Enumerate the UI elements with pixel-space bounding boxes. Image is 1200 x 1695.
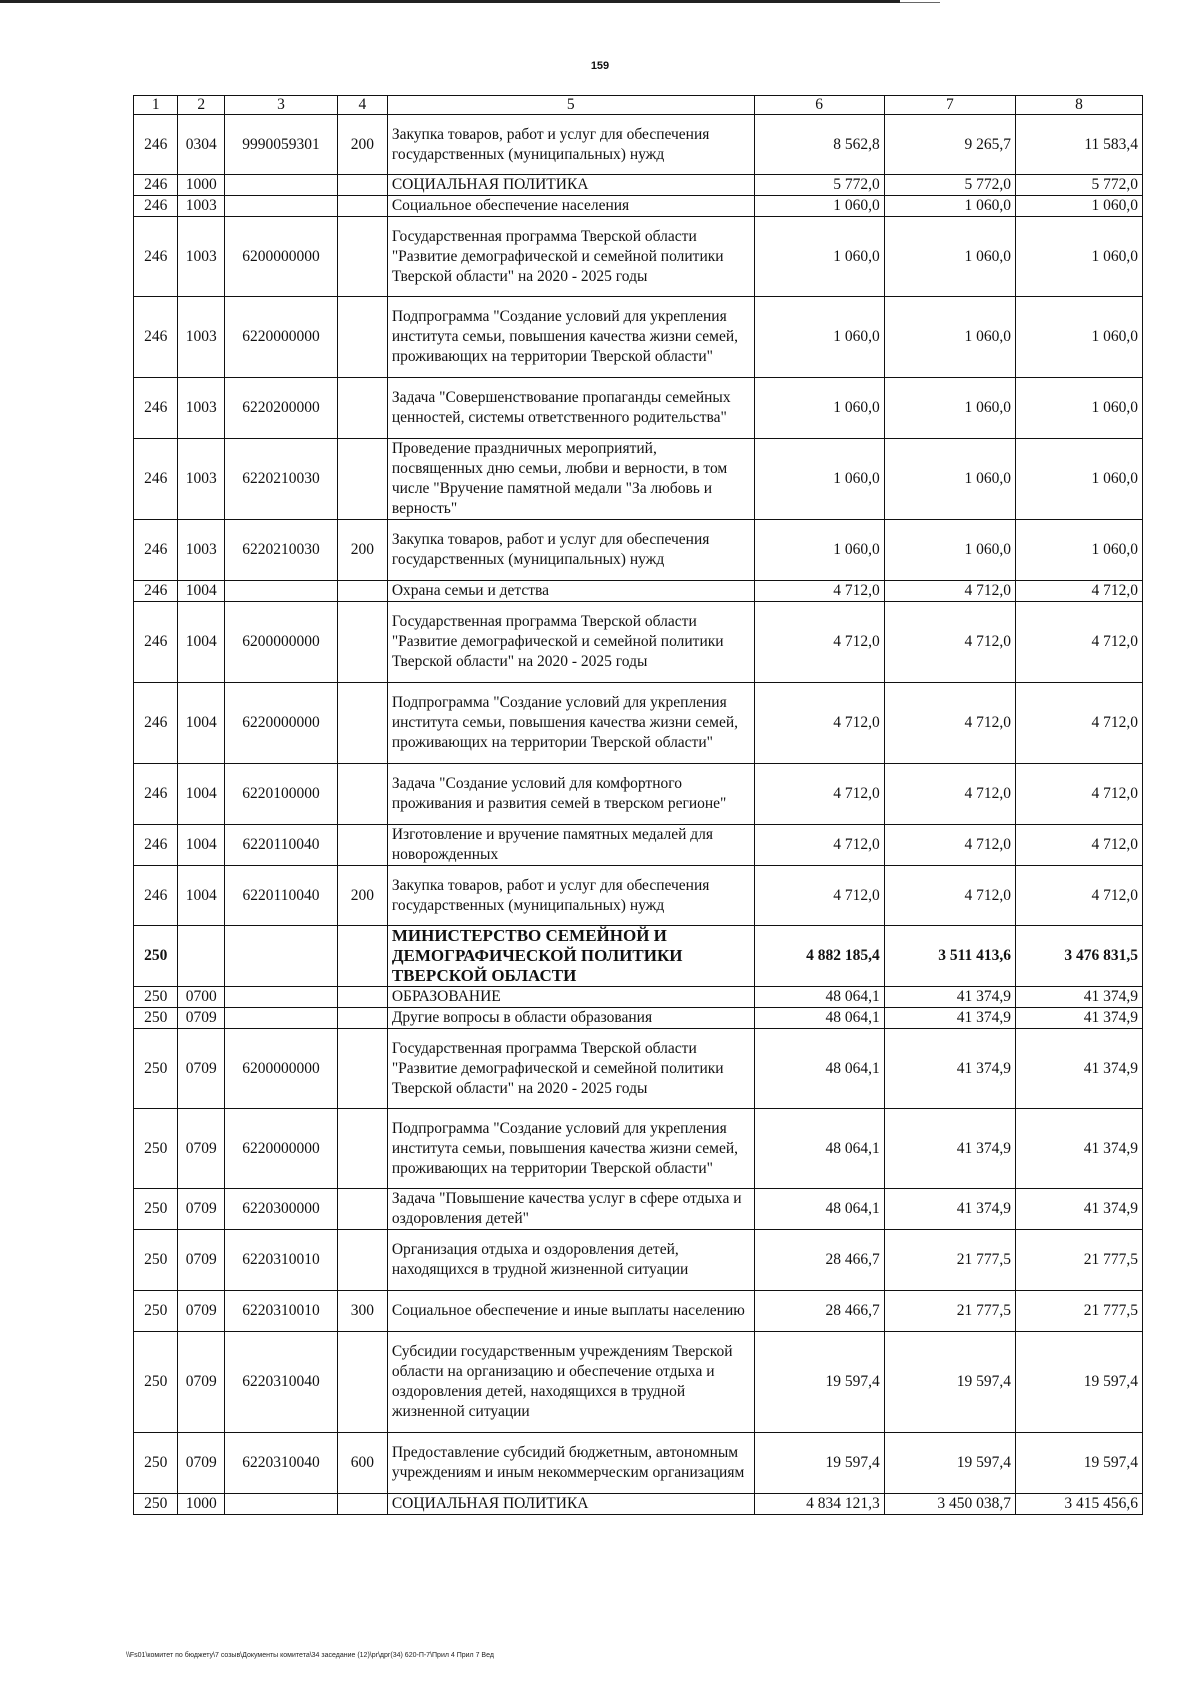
cell-target-article [225, 581, 338, 602]
cell-amount-col6: 1 060,0 [754, 439, 884, 520]
cell-admin-code: 246 [134, 217, 178, 297]
cell-target-article: 6220000000 [225, 683, 338, 764]
cell-target-article: 6220000000 [225, 297, 338, 378]
cell-amount-col8: 1 060,0 [1016, 217, 1143, 297]
cell-amount-col7: 4 712,0 [884, 602, 1015, 683]
cell-description: Проведение праздничных мероприятий, посвященных дню семьи, любви и верности, в том числе "Вручение памятной медали "За любовь и верность" [387, 439, 754, 520]
cell-amount-col7: 1 060,0 [884, 217, 1015, 297]
cell-expense-type [337, 602, 387, 683]
cell-target-article [225, 1008, 338, 1029]
cell-amount-col8: 11 583,4 [1016, 115, 1143, 175]
cell-amount-col6: 5 772,0 [754, 175, 884, 196]
cell-target-article: 6220310040 [225, 1433, 338, 1494]
table-row [134, 1291, 1143, 1332]
cell-admin-code: 246 [134, 581, 178, 602]
cell-target-article: 6220000000 [225, 1109, 338, 1189]
cell-amount-col6: 4 834 121,3 [754, 1494, 884, 1515]
cell-section-code: 1000 [178, 175, 225, 196]
cell-amount-col7: 1 060,0 [884, 196, 1015, 217]
cell-section-code: 1003 [178, 439, 225, 520]
cell-target-article: 6220310040 [225, 1332, 338, 1433]
cell-admin-code: 246 [134, 439, 178, 520]
cell-amount-col7: 19 597,4 [884, 1433, 1015, 1494]
cell-amount-col6: 4 882 185,4 [754, 926, 884, 987]
cell-section-code: 0709 [178, 1332, 225, 1433]
cell-expense-type [337, 1230, 387, 1291]
cell-description: Закупка товаров, работ и услуг для обеспечения государственных (муниципальных) нужд [387, 866, 754, 926]
cell-target-article: 6220210030 [225, 520, 338, 581]
cell-description: СОЦИАЛЬНАЯ ПОЛИТИКА [387, 1494, 754, 1515]
cell-target-article [225, 987, 338, 1008]
table-row [134, 439, 1143, 520]
cell-section-code: 0709 [178, 1291, 225, 1332]
cell-admin-code: 250 [134, 1433, 178, 1494]
table-row [134, 1433, 1143, 1494]
cell-description: Подпрограмма "Создание условий для укрепления института семьи, повышения качества жизни семей, проживающих на территории Тверской области" [387, 683, 754, 764]
top-rule-fragment [900, 2, 940, 3]
cell-admin-code: 250 [134, 1008, 178, 1029]
cell-amount-col6: 1 060,0 [754, 196, 884, 217]
cell-target-article [225, 196, 338, 217]
table-row [134, 866, 1143, 926]
cell-amount-col7: 3 511 413,6 [884, 926, 1015, 987]
cell-amount-col6: 4 712,0 [754, 825, 884, 866]
cell-section-code: 0709 [178, 1189, 225, 1230]
column-header: 5 [387, 96, 754, 115]
cell-admin-code: 246 [134, 520, 178, 581]
cell-target-article: 6200000000 [225, 217, 338, 297]
cell-description: Охрана семьи и детства [387, 581, 754, 602]
cell-amount-col7: 5 772,0 [884, 175, 1015, 196]
cell-section-code: 0304 [178, 115, 225, 175]
cell-description: Задача "Совершенствование пропаганды семейных ценностей, системы ответственного родительства" [387, 378, 754, 439]
cell-amount-col6: 1 060,0 [754, 297, 884, 378]
cell-amount-col8: 21 777,5 [1016, 1230, 1143, 1291]
cell-admin-code: 246 [134, 825, 178, 866]
cell-description: Социальное обеспечение населения [387, 196, 754, 217]
cell-description: Государственная программа Тверской области "Развитие демографической и семейной политики Тверской области" на 2020 - 2025 годы [387, 1029, 754, 1109]
cell-expense-type: 200 [337, 115, 387, 175]
cell-admin-code: 250 [134, 1291, 178, 1332]
cell-section-code: 1004 [178, 683, 225, 764]
cell-section-code: 1003 [178, 520, 225, 581]
top-rule [0, 0, 900, 3]
cell-section-code: 1004 [178, 764, 225, 825]
cell-section-code: 1003 [178, 196, 225, 217]
table-row [134, 1332, 1143, 1433]
cell-section-code: 0709 [178, 1230, 225, 1291]
cell-amount-col7: 3 450 038,7 [884, 1494, 1015, 1515]
cell-admin-code: 246 [134, 683, 178, 764]
cell-admin-code: 246 [134, 175, 178, 196]
cell-amount-col7: 41 374,9 [884, 987, 1015, 1008]
cell-target-article: 6220110040 [225, 866, 338, 926]
table-row [134, 825, 1143, 866]
cell-section-code: 0709 [178, 1433, 225, 1494]
cell-section-code: 1004 [178, 825, 225, 866]
file-path-footer: \\Fs01\комитет по бюджету\7 созыв\Документы комитета\34 заседание (12)\pr\дрг(34) 620-П-7\Прил 4 Прил 7 Вед [126, 1652, 494, 1659]
cell-amount-col7: 1 060,0 [884, 520, 1015, 581]
cell-amount-col8: 41 374,9 [1016, 1189, 1143, 1230]
column-header: 4 [337, 96, 387, 115]
cell-amount-col7: 4 712,0 [884, 764, 1015, 825]
cell-expense-type [337, 1494, 387, 1515]
table-row [134, 1494, 1143, 1515]
cell-amount-col8: 1 060,0 [1016, 196, 1143, 217]
cell-amount-col7: 4 712,0 [884, 683, 1015, 764]
cell-amount-col8: 1 060,0 [1016, 520, 1143, 581]
cell-description: Задача "Повышение качества услуг в сфере отдыха и оздоровления детей" [387, 1189, 754, 1230]
page-number: 159 [590, 60, 610, 72]
cell-section-code: 1003 [178, 378, 225, 439]
cell-expense-type [337, 825, 387, 866]
table-row [134, 1189, 1143, 1230]
cell-admin-code: 246 [134, 297, 178, 378]
cell-description: Субсидии государственным учреждениям Тверской области на организацию и обеспечение отдыха и оздоровления детей, находящихся в трудной жизненной ситуации [387, 1332, 754, 1433]
cell-section-code: 0709 [178, 1029, 225, 1109]
column-header: 7 [884, 96, 1015, 115]
cell-amount-col7: 1 060,0 [884, 439, 1015, 520]
cell-amount-col6: 48 064,1 [754, 1029, 884, 1109]
table-row [134, 683, 1143, 764]
cell-description: ОБРАЗОВАНИЕ [387, 987, 754, 1008]
cell-target-article [225, 926, 338, 987]
cell-section-code: 1004 [178, 581, 225, 602]
cell-section-code: 0709 [178, 1109, 225, 1189]
table-header-row [134, 96, 1143, 115]
cell-amount-col7: 41 374,9 [884, 1109, 1015, 1189]
cell-description: Государственная программа Тверской области "Развитие демографической и семейной политики Тверской области" на 2020 - 2025 годы [387, 217, 754, 297]
table-row [134, 926, 1143, 987]
cell-amount-col7: 1 060,0 [884, 378, 1015, 439]
cell-admin-code: 250 [134, 987, 178, 1008]
cell-target-article [225, 175, 338, 196]
cell-amount-col6: 4 712,0 [754, 581, 884, 602]
cell-amount-col6: 4 712,0 [754, 764, 884, 825]
cell-amount-col6: 1 060,0 [754, 378, 884, 439]
cell-amount-col6: 28 466,7 [754, 1291, 884, 1332]
cell-admin-code: 250 [134, 1332, 178, 1433]
cell-amount-col8: 4 712,0 [1016, 764, 1143, 825]
cell-description: Закупка товаров, работ и услуг для обеспечения государственных (муниципальных) нужд [387, 115, 754, 175]
cell-amount-col8: 21 777,5 [1016, 1291, 1143, 1332]
cell-target-article: 6220310010 [225, 1291, 338, 1332]
cell-amount-col7: 1 060,0 [884, 297, 1015, 378]
cell-section-code: 1003 [178, 297, 225, 378]
cell-amount-col8: 5 772,0 [1016, 175, 1143, 196]
cell-admin-code: 246 [134, 196, 178, 217]
table-row [134, 297, 1143, 378]
cell-expense-type: 300 [337, 1291, 387, 1332]
cell-target-article: 6220210030 [225, 439, 338, 520]
cell-expense-type [337, 439, 387, 520]
cell-amount-col7: 9 265,7 [884, 115, 1015, 175]
cell-admin-code: 250 [134, 1230, 178, 1291]
cell-description: Государственная программа Тверской области "Развитие демографической и семейной политики Тверской области" на 2020 - 2025 годы [387, 602, 754, 683]
cell-target-article: 6220100000 [225, 764, 338, 825]
table-row [134, 115, 1143, 175]
cell-admin-code: 246 [134, 602, 178, 683]
cell-amount-col6: 48 064,1 [754, 1109, 884, 1189]
cell-expense-type [337, 175, 387, 196]
cell-description: Подпрограмма "Создание условий для укрепления института семьи, повышения качества жизни семей, проживающих на территории Тверской области" [387, 1109, 754, 1189]
cell-amount-col6: 48 064,1 [754, 1008, 884, 1029]
cell-amount-col7: 4 712,0 [884, 825, 1015, 866]
cell-amount-col8: 41 374,9 [1016, 1109, 1143, 1189]
cell-amount-col7: 41 374,9 [884, 1189, 1015, 1230]
cell-target-article: 6220310010 [225, 1230, 338, 1291]
cell-target-article: 6220200000 [225, 378, 338, 439]
cell-expense-type [337, 1008, 387, 1029]
cell-target-article [225, 1494, 338, 1515]
cell-target-article: 6220110040 [225, 825, 338, 866]
table-row [134, 602, 1143, 683]
cell-expense-type [337, 987, 387, 1008]
cell-amount-col8: 4 712,0 [1016, 602, 1143, 683]
column-header: 3 [225, 96, 338, 115]
table-row [134, 196, 1143, 217]
cell-description: Задача "Создание условий для комфортного проживания и развития семей в тверском регионе" [387, 764, 754, 825]
cell-expense-type [337, 1189, 387, 1230]
cell-section-code: 0700 [178, 987, 225, 1008]
cell-expense-type [337, 196, 387, 217]
cell-expense-type [337, 297, 387, 378]
cell-amount-col6: 1 060,0 [754, 520, 884, 581]
cell-description: Изготовление и вручение памятных медалей для новорожденных [387, 825, 754, 866]
cell-amount-col7: 21 777,5 [884, 1291, 1015, 1332]
cell-description: Подпрограмма "Создание условий для укрепления института семьи, повышения качества жизни семей, проживающих на территории Тверской области" [387, 297, 754, 378]
cell-amount-col7: 41 374,9 [884, 1008, 1015, 1029]
cell-admin-code: 250 [134, 1029, 178, 1109]
cell-expense-type [337, 764, 387, 825]
cell-amount-col8: 41 374,9 [1016, 987, 1143, 1008]
cell-amount-col8: 4 712,0 [1016, 825, 1143, 866]
cell-description: Организация отдыха и оздоровления детей, находящихся в трудной жизненной ситуации [387, 1230, 754, 1291]
cell-section-code [178, 926, 225, 987]
cell-target-article: 6200000000 [225, 602, 338, 683]
cell-admin-code: 250 [134, 1494, 178, 1515]
cell-description: Социальное обеспечение и иные выплаты населению [387, 1291, 754, 1332]
table-row [134, 1029, 1143, 1109]
cell-expense-type [337, 1332, 387, 1433]
cell-section-code: 1004 [178, 866, 225, 926]
budget-table [133, 95, 1143, 1515]
cell-admin-code: 246 [134, 378, 178, 439]
cell-expense-type: 200 [337, 866, 387, 926]
cell-amount-col7: 4 712,0 [884, 581, 1015, 602]
table-row [134, 1109, 1143, 1189]
cell-amount-col8: 3 476 831,5 [1016, 926, 1143, 987]
cell-description: Закупка товаров, работ и услуг для обеспечения государственных (муниципальных) нужд [387, 520, 754, 581]
table-row [134, 175, 1143, 196]
cell-section-code: 1004 [178, 602, 225, 683]
cell-amount-col8: 1 060,0 [1016, 439, 1143, 520]
cell-target-article: 9990059301 [225, 115, 338, 175]
table-row [134, 1008, 1143, 1029]
cell-section-code: 1000 [178, 1494, 225, 1515]
cell-expense-type: 600 [337, 1433, 387, 1494]
table-row [134, 987, 1143, 1008]
cell-amount-col7: 41 374,9 [884, 1029, 1015, 1109]
cell-amount-col6: 48 064,1 [754, 987, 884, 1008]
cell-amount-col7: 21 777,5 [884, 1230, 1015, 1291]
cell-admin-code: 246 [134, 115, 178, 175]
cell-section-code: 1003 [178, 217, 225, 297]
cell-section-code: 0709 [178, 1008, 225, 1029]
cell-expense-type [337, 378, 387, 439]
cell-admin-code: 250 [134, 926, 178, 987]
cell-amount-col6: 19 597,4 [754, 1332, 884, 1433]
cell-expense-type [337, 926, 387, 987]
cell-amount-col6: 28 466,7 [754, 1230, 884, 1291]
cell-amount-col8: 1 060,0 [1016, 378, 1143, 439]
cell-admin-code: 246 [134, 866, 178, 926]
cell-amount-col7: 4 712,0 [884, 866, 1015, 926]
cell-amount-col8: 19 597,4 [1016, 1433, 1143, 1494]
table-row [134, 217, 1143, 297]
cell-amount-col8: 19 597,4 [1016, 1332, 1143, 1433]
cell-description: СОЦИАЛЬНАЯ ПОЛИТИКА [387, 175, 754, 196]
cell-description: Другие вопросы в области образования [387, 1008, 754, 1029]
cell-admin-code: 250 [134, 1189, 178, 1230]
column-header: 6 [754, 96, 884, 115]
cell-amount-col6: 4 712,0 [754, 866, 884, 926]
column-header: 1 [134, 96, 178, 115]
cell-amount-col6: 1 060,0 [754, 217, 884, 297]
cell-expense-type: 200 [337, 520, 387, 581]
cell-amount-col6: 4 712,0 [754, 602, 884, 683]
cell-description: МИНИСТЕРСТВО СЕМЕЙНОЙ И ДЕМОГРАФИЧЕСКОЙ ПОЛИТИКИ ТВЕРСКОЙ ОБЛАСТИ [387, 926, 754, 987]
cell-amount-col8: 41 374,9 [1016, 1008, 1143, 1029]
table-row [134, 581, 1143, 602]
column-header: 2 [178, 96, 225, 115]
cell-amount-col8: 3 415 456,6 [1016, 1494, 1143, 1515]
table-row [134, 520, 1143, 581]
cell-amount-col6: 48 064,1 [754, 1189, 884, 1230]
cell-amount-col8: 4 712,0 [1016, 866, 1143, 926]
table-row [134, 378, 1143, 439]
table-body [134, 115, 1143, 1515]
cell-amount-col7: 19 597,4 [884, 1332, 1015, 1433]
table-row [134, 1230, 1143, 1291]
cell-amount-col6: 4 712,0 [754, 683, 884, 764]
cell-target-article: 6200000000 [225, 1029, 338, 1109]
cell-amount-col8: 1 060,0 [1016, 297, 1143, 378]
cell-amount-col6: 8 562,8 [754, 115, 884, 175]
column-header: 8 [1016, 96, 1143, 115]
cell-amount-col6: 19 597,4 [754, 1433, 884, 1494]
cell-description: Предоставление субсидий бюджетным, автономным учреждениям и иным некоммерческим организациям [387, 1433, 754, 1494]
cell-amount-col8: 4 712,0 [1016, 683, 1143, 764]
cell-amount-col8: 41 374,9 [1016, 1029, 1143, 1109]
cell-expense-type [337, 1029, 387, 1109]
cell-target-article: 6220300000 [225, 1189, 338, 1230]
table-row [134, 764, 1143, 825]
cell-expense-type [337, 683, 387, 764]
cell-expense-type [337, 1109, 387, 1189]
cell-admin-code: 246 [134, 764, 178, 825]
cell-amount-col8: 4 712,0 [1016, 581, 1143, 602]
cell-expense-type [337, 217, 387, 297]
cell-expense-type [337, 581, 387, 602]
cell-admin-code: 250 [134, 1109, 178, 1189]
